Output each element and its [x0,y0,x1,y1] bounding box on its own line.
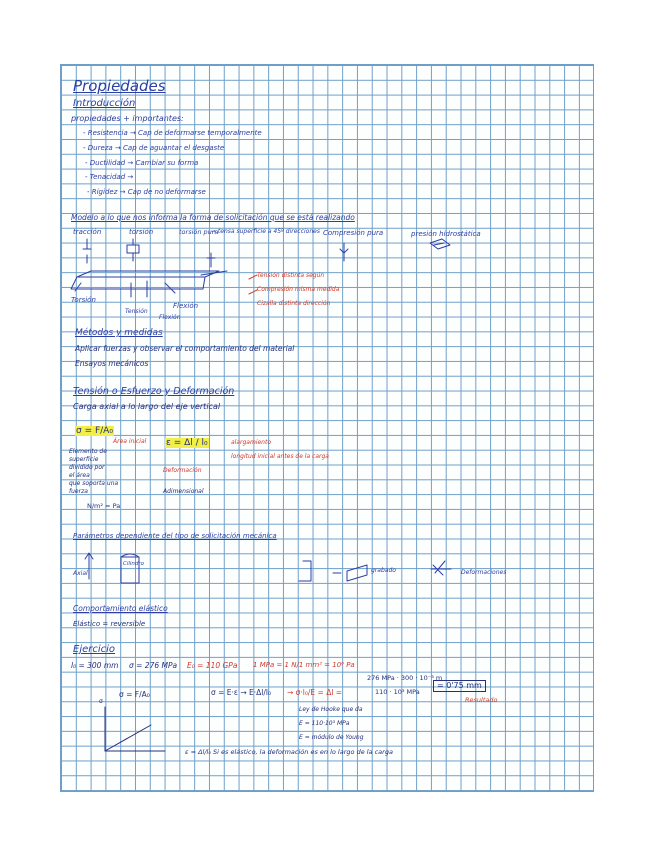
diagram-label: Flexión [173,302,199,310]
ejercicio-data: E₀ = 110 GPa [187,661,238,670]
stress-strain-graph [97,705,177,755]
ejercicio-step: → σ·l₀/E = Δl = [287,688,343,697]
metodos-line: Ensayos mecánicos [75,359,149,368]
tension-line: Carga axial a lo largo del eje vertical [73,402,221,411]
formula-sigma-highlight: σ = F/A₀ [76,426,113,436]
formula-sigma [75,427,114,436]
intro-item: - Dureza → Cap de aguantar el desgaste [83,144,225,152]
page-title: Propiedades [73,77,166,95]
subtitle-introduccion: Introducción [73,98,136,109]
intro-line: propiedades + importantes: [71,114,184,123]
parametros-label: Deformaciones [461,569,507,576]
parametros-label: Axial [73,570,88,577]
elem-note: que soporta una [69,480,119,487]
elastico-title: Comportamiento elástico [73,604,168,613]
parametros-sketch [61,545,593,605]
intro-item: - Resistencia → Cap de deformarse temporalmente [83,129,262,137]
parametros-title: Parámetros dependiente del tipo de solicitación mecánica [73,532,277,540]
ejercicio-step: Resultado [465,696,498,704]
elem-note: superficie [69,456,99,463]
eps-note: alargamiento [231,439,272,446]
diagram-label: Flexión [159,314,181,321]
ejercicio-footer: ε = Δl/l₀ Si es elástico, la deformación es en lo largo de la carga [185,748,393,756]
red-note: Tensión distinta según [257,272,325,279]
ejercicio-step: Ley de Hooke que da [299,706,363,713]
ejercicio-step: = 0'75 mm [433,680,486,692]
label-torsion: torsión [129,228,154,236]
ejercicio-step: E = módulo de Young [299,734,364,741]
intro-item: - Tenacidad → [85,173,134,181]
modelo-title: Modelo a lo que nos informa la forma de solicitación que se está realizando [71,213,355,222]
eps-note: longitud inicial antes de la carga [231,453,329,460]
parametros-label: grabado [371,567,396,574]
red-note: Cizalla distinta dirección [257,300,331,307]
metodos-title: Métodos y medidas [75,328,163,338]
diagram-label: Torsión [71,296,96,304]
label-tensa: → tensa superficie a 45º direcciones [211,228,320,235]
formula-epsilon-highlight: ε = Δl / l₀ [166,438,208,448]
ejercicio-step: σ = E·ε → E·Δl/l₀ [211,688,271,697]
diagram-label: Tensión [125,308,148,315]
red-note: Compresión misma medida [257,286,340,293]
unit-note: N/m² = Pa [87,502,121,510]
label-torsion-pura: torsión pura [179,228,219,236]
ejercicio-data: l₀ = 300 mm [71,661,119,670]
elem-note: Elemento de [69,448,107,455]
elem-note: el área [69,472,90,479]
adimensional-note: Adimensional [163,488,204,495]
formula-epsilon [165,439,209,448]
label-compresion: Compresión pura [323,229,384,237]
deformacion-note: Deformación [163,467,202,474]
elem-note: fuerza [69,488,88,495]
notebook-page [60,64,594,792]
parametros-label: Cilindro [123,561,145,567]
ejercicio-step: 276 MPa · 300 · 10⁻³ m [367,674,443,682]
ejercicio-title: Ejercicio [73,644,116,655]
sigma-note: Área inicial [113,438,147,445]
elem-note: dividido por [69,464,105,471]
label-traccion: tracción [73,228,102,236]
ejercicio-step: E = 110·10³ MPa [299,720,350,727]
ejercicio-data: 1 MPa = 1 N/1 mm² = 10⁶ Pa [253,661,355,669]
ejercicio-data: σ = 276 MPa [129,661,178,670]
label-presion: presión hidrostática [411,230,481,238]
metodos-line: Aplicar fuerzas y observar el comportamiento del material [75,344,295,353]
graph-axis-label: σ [99,698,103,705]
ejercicio-step: σ = F/A₀ [119,690,150,699]
tension-title: Tensión o Esfuerzo y Deformación [73,386,235,397]
intro-item: - Rigidez → Cap de no deformarse [87,188,206,196]
elastico-line: Elástico = reversible [73,620,146,628]
ejercicio-step: 110 · 10³ MPa [375,688,420,696]
intro-item: - Ductilidad → Cambiar su forma [85,159,199,167]
